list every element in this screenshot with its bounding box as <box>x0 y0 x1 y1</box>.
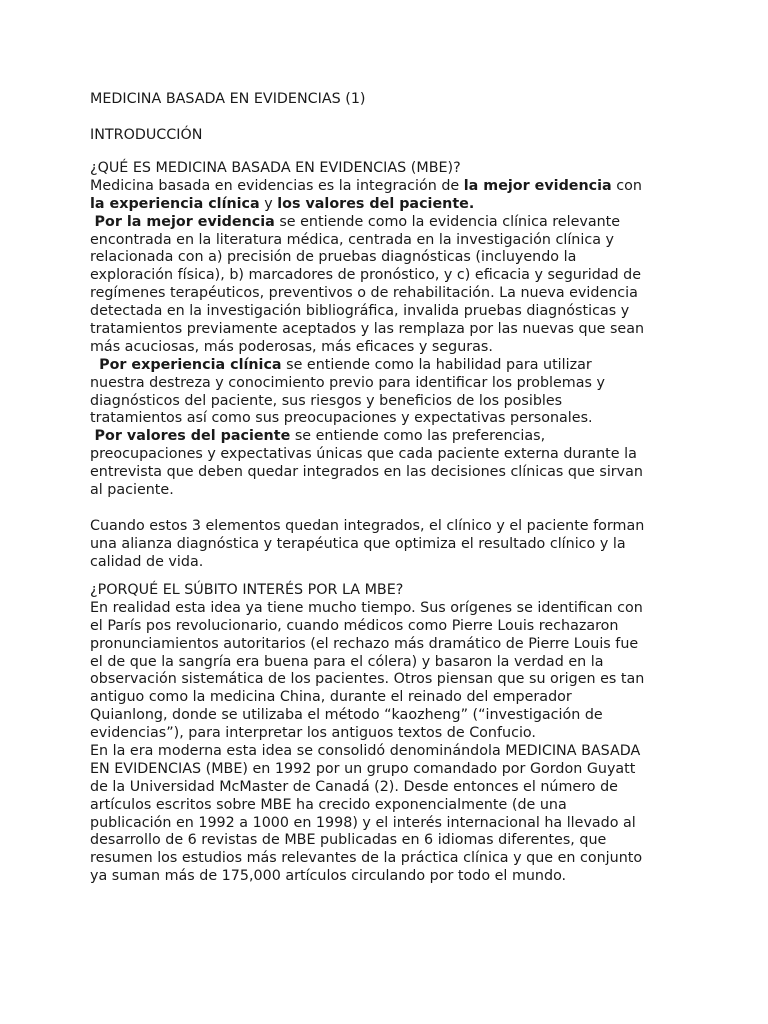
title-line: MEDICINA BASADA EN EVIDENCIAS (1) <box>90 91 366 107</box>
paragraph-line: En realidad esta idea ya tiene mucho tiempo. Sus orígenes se identifican con <box>90 599 643 616</box>
bold-term: Por la mejor evidencia <box>94 213 275 230</box>
paragraph-line: desarrollo de 6 revistas de MBE publicadas en 6 idiomas diferentes, que <box>90 832 607 849</box>
bold-term: la mejor evidencia <box>463 177 612 194</box>
paragraph-line: relacionada con a) precisión de pruebas diagnósticas (incluyendo la <box>90 249 577 266</box>
paragraph-line: Medicina basada en evidencias es la integración de la mejor evidencia con <box>90 177 642 194</box>
paragraph-line: tratamientos previamente aceptados y las remplaza por las nuevas que sean <box>90 321 645 338</box>
paragraph-line: al paciente. <box>90 482 174 499</box>
paragraph-line: exploración física), b) marcadores de pronóstico, y c) eficacia y seguridad de <box>90 267 642 284</box>
document-title <box>90 91 690 109</box>
paragraph-line: de la Universidad McMaster de Canadá (2). Desde entonces el número de <box>90 778 618 795</box>
paragraph-line: detectada en la investigación bibliográfica, invalida pruebas diagnósticas y <box>90 303 630 320</box>
section-why-interest <box>90 582 690 886</box>
paragraph-line: nuestra destreza y conocimiento previo para identificar los problemas y <box>90 374 605 391</box>
paragraph-line: observación sistemática de los pacientes. Otros piensan que su origen es tan <box>90 671 645 688</box>
bold-term: la experiencia clínica <box>90 195 260 212</box>
paragraph-line: tratamientos así como sus preocupaciones y expectativas personales. <box>90 410 593 427</box>
paragraph-line: una alianza diagnóstica y terapéutica que optimiza el resultado clínico y la <box>90 535 626 552</box>
paragraph-line: más acuciosas, más poderosas, más eficaces y seguras. <box>90 338 493 355</box>
paragraph-line: Por valores del paciente se entiende como las preferencias, <box>94 428 546 445</box>
paragraph-line: artículos escritos sobre MBE ha crecido exponencialmente (de una <box>90 796 567 813</box>
paragraph-line: Quianlong, donde se utilizaba el método “kaozheng” (“investigación de <box>90 707 603 724</box>
paragraph-line: EN EVIDENCIAS (MBE) en 1992 por un grupo comandado por Gordon Guyatt <box>90 760 636 777</box>
paragraph-line: En la era moderna esta idea se consolidó denominándola MEDICINA BASADA <box>90 743 641 760</box>
section-what-is-mbe <box>90 160 690 571</box>
paragraph-line: Por la mejor evidencia se entiende como la evidencia clínica relevante <box>94 213 621 230</box>
paragraph-line: calidad de vida. <box>90 553 204 570</box>
paragraph-line: la experiencia clínica y los valores del paciente. <box>90 195 475 212</box>
paragraph-line: encontrada en la literatura médica, centrada en la investigación clínica y <box>90 231 614 248</box>
paragraph-line: diagnósticos del paciente, sus riesgos y beneficios de los posibles <box>90 392 563 409</box>
bold-term: los valores del paciente. <box>277 195 475 212</box>
paragraph-line: pronunciamientos autoritarios (el rechazo más dramático de Pierre Louis fue <box>90 635 639 652</box>
paragraph-line: el París pos revolucionario, cuando médicos como Pierre Louis rechazaron <box>90 617 619 634</box>
paragraph-line: regímenes terapéuticos, preventivos o de rehabilitación. La nueva evidencia <box>90 285 638 302</box>
bold-term: Por valores del paciente <box>94 428 291 445</box>
paragraph-line: publicación en 1992 a 1000 en 1998) y el interés internacional ha llevado al <box>90 814 636 831</box>
blank-line <box>90 500 690 518</box>
bold-term: Por experiencia clínica <box>99 356 282 373</box>
paragraph-line: preocupaciones y expectativas únicas que cada paciente externa durante la <box>90 446 637 463</box>
paragraph-line: Cuando estos 3 elementos quedan integrados, el clínico y el paciente forman <box>90 517 645 534</box>
paragraph-line: evidencias”), para interpretar los antiguos textos de Confucio. <box>90 725 536 742</box>
question-heading: ¿PORQUÉ EL SÚBITO INTERÉS POR LA MBE? <box>90 582 404 598</box>
paragraph-line: Por experiencia clínica se entiende como la habilidad para utilizar <box>99 356 592 373</box>
section-line: INTRODUCCIÓN <box>90 127 203 143</box>
paragraph-line: ya suman más de 175,000 artículos circulando por todo el mundo. <box>90 868 567 885</box>
paragraph-line: resumen los estudios más relevantes de la práctica clínica y que en conjunto <box>90 850 643 867</box>
section-heading <box>90 127 690 145</box>
paragraph-line: entrevista que deben quedar integrados en las decisiones clínicas que sirvan <box>90 464 643 481</box>
paragraph-line: antiguo como la medicina China, durante el reinado del emperador <box>90 689 572 706</box>
question-heading: ¿QUÉ ES MEDICINA BASADA EN EVIDENCIAS (MBE)? <box>90 160 461 176</box>
paragraph-line: el de que la sangría era buena para el cólera) y basaron la verdad en la <box>90 653 604 670</box>
